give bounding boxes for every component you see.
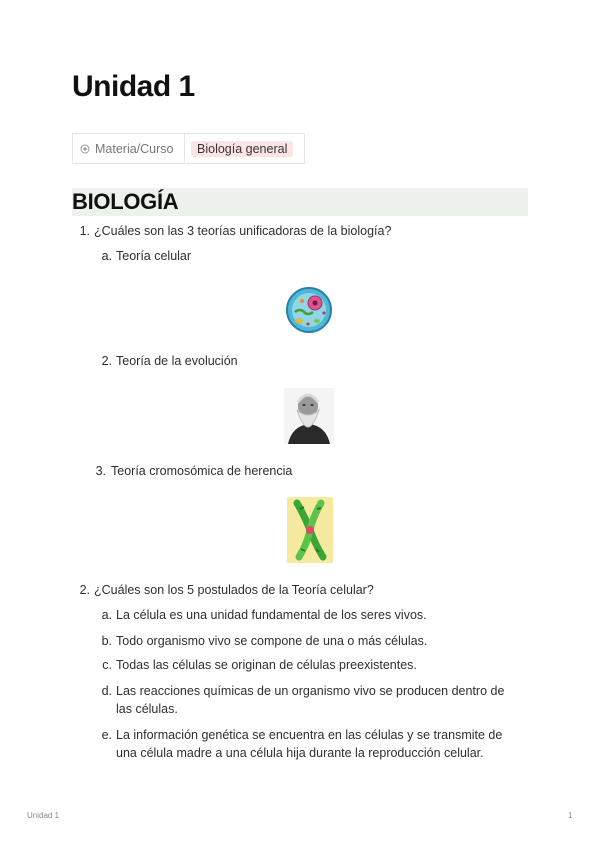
property-value-tag[interactable]: Biología general — [191, 141, 293, 157]
list-item-line: una célula madre a una célula hija durante la reproducción celular. — [116, 746, 484, 760]
list-marker: 2. — [101, 354, 112, 368]
charles-darwin-portrait — [284, 388, 334, 444]
list-marker: d. — [101, 684, 112, 698]
question-text: ¿Cuáles son los 5 postulados de la Teoría celular? — [94, 583, 374, 597]
question-number: 2. — [79, 583, 90, 597]
list-item: Todo organismo vivo se compone de una o más células. — [116, 634, 428, 648]
property-divider — [184, 134, 185, 163]
list-item-line: las células. — [116, 702, 178, 716]
question-text: ¿Cuáles son las 3 teorías unificadoras de la biología? — [94, 224, 392, 238]
page-title: Unidad 1 — [72, 70, 195, 103]
list-item: La célula es una unidad fundamental de los seres vivos. — [116, 608, 427, 622]
list-marker: a. — [101, 249, 112, 263]
chromosome-illustration — [287, 497, 333, 563]
footer-title: Unidad 1 — [27, 811, 60, 820]
list-marker: e. — [101, 728, 112, 742]
list-icon — [80, 144, 90, 154]
list-item: Todas las células se originan de células preexistentes. — [116, 658, 417, 672]
section-heading: BIOLOGÍA — [72, 188, 528, 216]
list-marker: c. — [102, 658, 112, 672]
list-item: Teoría cromosómica de herencia — [111, 464, 293, 478]
property-key: Materia/Curso — [95, 141, 174, 156]
list-item: Teoría celular — [116, 249, 192, 263]
list-marker: b. — [101, 634, 112, 648]
properties-table — [72, 133, 305, 164]
page-number: 1 — [568, 811, 573, 820]
list-item-line: La información genética se encuentra en las células y se transmite de — [116, 728, 503, 742]
list-marker: 3. — [95, 464, 106, 478]
list-marker: a. — [101, 608, 112, 622]
list-item: Teoría de la evolución — [116, 354, 238, 368]
animal-cell-illustration — [284, 286, 334, 334]
list-item-line: Las reacciones químicas de un organismo vivo se producen dentro de — [116, 684, 505, 698]
question-number: 1. — [79, 224, 90, 238]
